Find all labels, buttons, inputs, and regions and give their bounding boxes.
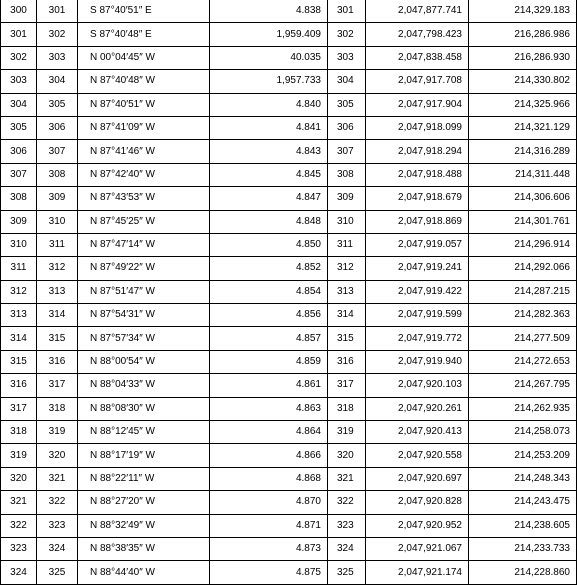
from-station-cell: 319: [1, 444, 37, 467]
point-id-cell: 321: [328, 467, 366, 490]
northing-cell: 2,047,920.413: [366, 421, 469, 444]
to-station-cell: 307: [37, 140, 78, 163]
to-station-cell: 313: [37, 280, 78, 303]
to-station-cell: 321: [37, 467, 78, 490]
to-station-cell: 310: [37, 210, 78, 233]
to-station-cell: 315: [37, 327, 78, 350]
easting-cell: 214,233.733: [469, 537, 577, 560]
distance-cell: 1,959.409: [210, 23, 328, 46]
to-station-cell: 308: [37, 163, 78, 186]
from-station-cell: 302: [1, 46, 37, 69]
from-station-cell: 310: [1, 233, 37, 256]
from-station-cell: 314: [1, 327, 37, 350]
to-station-cell: 318: [37, 397, 78, 420]
easting-cell: 214,329.183: [469, 0, 577, 23]
distance-cell: 4.843: [210, 140, 328, 163]
table-row: [1, 561, 577, 584]
distance-cell: 4.875: [210, 561, 328, 584]
from-station-cell: 317: [1, 397, 37, 420]
from-station-cell: 315: [1, 350, 37, 373]
to-station-cell: 309: [37, 187, 78, 210]
to-station-cell: 301: [37, 0, 78, 23]
to-station-cell: 314: [37, 304, 78, 327]
table-row: [1, 304, 577, 327]
bearing-cell: N 88°38′35″ W: [78, 537, 210, 560]
easting-cell: 214,321.129: [469, 116, 577, 139]
bearing-cell: N 87°41′09″ W: [78, 116, 210, 139]
easting-cell: 214,282.363: [469, 304, 577, 327]
easting-cell: 214,292.066: [469, 257, 577, 280]
easting-cell: 214,306.606: [469, 187, 577, 210]
distance-cell: 4.840: [210, 93, 328, 116]
from-station-cell: 305: [1, 116, 37, 139]
northing-cell: 2,047,919.241: [366, 257, 469, 280]
point-id-cell: 315: [328, 327, 366, 350]
bearing-cell: N 87°51′47″ W: [78, 280, 210, 303]
distance-cell: 4.863: [210, 397, 328, 420]
easting-cell: 214,238.605: [469, 514, 577, 537]
table-row: [1, 350, 577, 373]
distance-cell: 4.859: [210, 350, 328, 373]
distance-cell: 4.873: [210, 537, 328, 560]
from-station-cell: 321: [1, 491, 37, 514]
point-id-cell: 312: [328, 257, 366, 280]
from-station-cell: 311: [1, 257, 37, 280]
northing-cell: 2,047,918.679: [366, 187, 469, 210]
to-station-cell: 305: [37, 93, 78, 116]
to-station-cell: 319: [37, 421, 78, 444]
from-station-cell: 300: [1, 0, 37, 23]
table-row: [1, 537, 577, 560]
point-id-cell: 318: [328, 397, 366, 420]
distance-cell: 4.845: [210, 163, 328, 186]
table-row: [1, 46, 577, 69]
to-station-cell: 322: [37, 491, 78, 514]
bearing-cell: N 87°45′25″ W: [78, 210, 210, 233]
from-station-cell: 301: [1, 23, 37, 46]
easting-cell: 216,286.930: [469, 46, 577, 69]
easting-cell: 214,330.802: [469, 70, 577, 93]
table-row: [1, 93, 577, 116]
distance-cell: 4.841: [210, 116, 328, 139]
easting-cell: 214,277.509: [469, 327, 577, 350]
table-row: [1, 210, 577, 233]
easting-cell: 214,311.448: [469, 163, 577, 186]
to-station-cell: 311: [37, 233, 78, 256]
bearing-cell: N 88°22′11″ W: [78, 467, 210, 490]
from-station-cell: 308: [1, 187, 37, 210]
from-station-cell: 312: [1, 280, 37, 303]
table-row: [1, 187, 577, 210]
easting-cell: 214,258.073: [469, 421, 577, 444]
northing-cell: 2,047,918.099: [366, 116, 469, 139]
bearing-cell: N 87°41′46″ W: [78, 140, 210, 163]
northing-cell: 2,047,919.422: [366, 280, 469, 303]
easting-cell: 214,325.966: [469, 93, 577, 116]
from-station-cell: 303: [1, 70, 37, 93]
from-station-cell: 323: [1, 537, 37, 560]
northing-cell: 2,047,920.558: [366, 444, 469, 467]
point-id-cell: 306: [328, 116, 366, 139]
northing-cell: 2,047,919.599: [366, 304, 469, 327]
point-id-cell: 301: [328, 0, 366, 23]
northing-cell: 2,047,920.828: [366, 491, 469, 514]
table-row: [1, 514, 577, 537]
point-id-cell: 322: [328, 491, 366, 514]
point-id-cell: 307: [328, 140, 366, 163]
distance-cell: 4.852: [210, 257, 328, 280]
point-id-cell: 314: [328, 304, 366, 327]
bearing-cell: N 88°32′49″ W: [78, 514, 210, 537]
point-id-cell: 305: [328, 93, 366, 116]
northing-cell: 2,047,920.952: [366, 514, 469, 537]
to-station-cell: 303: [37, 46, 78, 69]
distance-cell: 40.035: [210, 46, 328, 69]
northing-cell: 2,047,919.772: [366, 327, 469, 350]
point-id-cell: 308: [328, 163, 366, 186]
bearing-cell: N 88°44′40″ W: [78, 561, 210, 584]
table-row: [1, 397, 577, 420]
to-station-cell: 316: [37, 350, 78, 373]
bearing-cell: N 87°54′31″ W: [78, 304, 210, 327]
bearing-cell: N 88°00′54″ W: [78, 350, 210, 373]
point-id-cell: 310: [328, 210, 366, 233]
distance-cell: 1,957.733: [210, 70, 328, 93]
distance-cell: 4.861: [210, 374, 328, 397]
northing-cell: 2,047,918.294: [366, 140, 469, 163]
easting-cell: 214,272.653: [469, 350, 577, 373]
bearing-cell: N 87°49′22″ W: [78, 257, 210, 280]
to-station-cell: 302: [37, 23, 78, 46]
distance-cell: 4.848: [210, 210, 328, 233]
traverse-table-body: [1, 0, 577, 584]
to-station-cell: 304: [37, 70, 78, 93]
point-id-cell: 302: [328, 23, 366, 46]
bearing-cell: N 88°27′20″ W: [78, 491, 210, 514]
point-id-cell: 309: [328, 187, 366, 210]
table-row: [1, 467, 577, 490]
distance-cell: 4.871: [210, 514, 328, 537]
northing-cell: 2,047,917.708: [366, 70, 469, 93]
bearing-cell: N 00°04′45″ W: [78, 46, 210, 69]
distance-cell: 4.847: [210, 187, 328, 210]
to-station-cell: 312: [37, 257, 78, 280]
bearing-cell: N 87°43′53″ W: [78, 187, 210, 210]
table-row: [1, 421, 577, 444]
bearing-cell: S 87°40′51″ E: [78, 0, 210, 23]
northing-cell: 2,047,838.458: [366, 46, 469, 69]
distance-cell: 4.870: [210, 491, 328, 514]
table-row: [1, 327, 577, 350]
easting-cell: 214,296.914: [469, 233, 577, 256]
from-station-cell: 306: [1, 140, 37, 163]
bearing-cell: N 88°17′19″ W: [78, 444, 210, 467]
northing-cell: 2,047,877.741: [366, 0, 469, 23]
easting-cell: 214,243.475: [469, 491, 577, 514]
distance-cell: 4.856: [210, 304, 328, 327]
point-id-cell: 319: [328, 421, 366, 444]
from-station-cell: 320: [1, 467, 37, 490]
bearing-cell: N 88°04′33″ W: [78, 374, 210, 397]
easting-cell: 214,287.215: [469, 280, 577, 303]
northing-cell: 2,047,918.869: [366, 210, 469, 233]
bearing-cell: N 88°08′30″ W: [78, 397, 210, 420]
table-row: [1, 116, 577, 139]
point-id-cell: 316: [328, 350, 366, 373]
point-id-cell: 323: [328, 514, 366, 537]
point-id-cell: 311: [328, 233, 366, 256]
easting-cell: 214,248.343: [469, 467, 577, 490]
easting-cell: 214,228.860: [469, 561, 577, 584]
northing-cell: 2,047,798.423: [366, 23, 469, 46]
from-station-cell: 322: [1, 514, 37, 537]
point-id-cell: 303: [328, 46, 366, 69]
table-row: [1, 444, 577, 467]
easting-cell: 214,316.289: [469, 140, 577, 163]
point-id-cell: 317: [328, 374, 366, 397]
from-station-cell: 318: [1, 421, 37, 444]
bearing-cell: N 87°47′14″ W: [78, 233, 210, 256]
from-station-cell: 313: [1, 304, 37, 327]
distance-cell: 4.864: [210, 421, 328, 444]
table-row: [1, 374, 577, 397]
northing-cell: 2,047,921.174: [366, 561, 469, 584]
to-station-cell: 320: [37, 444, 78, 467]
table-row: [1, 280, 577, 303]
from-station-cell: 316: [1, 374, 37, 397]
from-station-cell: 324: [1, 561, 37, 584]
to-station-cell: 317: [37, 374, 78, 397]
table-row: [1, 233, 577, 256]
to-station-cell: 323: [37, 514, 78, 537]
bearing-cell: N 87°57′34″ W: [78, 327, 210, 350]
bearing-cell: S 87°40′48″ E: [78, 23, 210, 46]
easting-cell: 214,267.795: [469, 374, 577, 397]
from-station-cell: 304: [1, 93, 37, 116]
northing-cell: 2,047,917.904: [366, 93, 469, 116]
easting-cell: 216,286.986: [469, 23, 577, 46]
table-row: [1, 163, 577, 186]
easting-cell: 214,301.761: [469, 210, 577, 233]
table-row: [1, 70, 577, 93]
distance-cell: 4.857: [210, 327, 328, 350]
northing-cell: 2,047,920.697: [366, 467, 469, 490]
table-row: [1, 0, 577, 23]
northing-cell: 2,047,919.940: [366, 350, 469, 373]
point-id-cell: 325: [328, 561, 366, 584]
distance-cell: 4.850: [210, 233, 328, 256]
distance-cell: 4.866: [210, 444, 328, 467]
from-station-cell: 309: [1, 210, 37, 233]
bearing-cell: N 87°42′40″ W: [78, 163, 210, 186]
to-station-cell: 306: [37, 116, 78, 139]
easting-cell: 214,253.209: [469, 444, 577, 467]
table-row: [1, 140, 577, 163]
bearing-cell: N 87°40′51″ W: [78, 93, 210, 116]
northing-cell: 2,047,918.488: [366, 163, 469, 186]
table-row: [1, 491, 577, 514]
bearing-cell: N 88°12′45″ W: [78, 421, 210, 444]
from-station-cell: 307: [1, 163, 37, 186]
to-station-cell: 324: [37, 537, 78, 560]
point-id-cell: 313: [328, 280, 366, 303]
distance-cell: 4.838: [210, 0, 328, 23]
northing-cell: 2,047,920.103: [366, 374, 469, 397]
northing-cell: 2,047,920.261: [366, 397, 469, 420]
easting-cell: 214,262.935: [469, 397, 577, 420]
bearing-cell: N 87°40′48″ W: [78, 70, 210, 93]
northing-cell: 2,047,919.057: [366, 233, 469, 256]
to-station-cell: 325: [37, 561, 78, 584]
table-row: [1, 257, 577, 280]
point-id-cell: 324: [328, 537, 366, 560]
northing-cell: 2,047,921.067: [366, 537, 469, 560]
point-id-cell: 320: [328, 444, 366, 467]
point-id-cell: 304: [328, 70, 366, 93]
table-row: [1, 23, 577, 46]
distance-cell: 4.868: [210, 467, 328, 490]
distance-cell: 4.854: [210, 280, 328, 303]
